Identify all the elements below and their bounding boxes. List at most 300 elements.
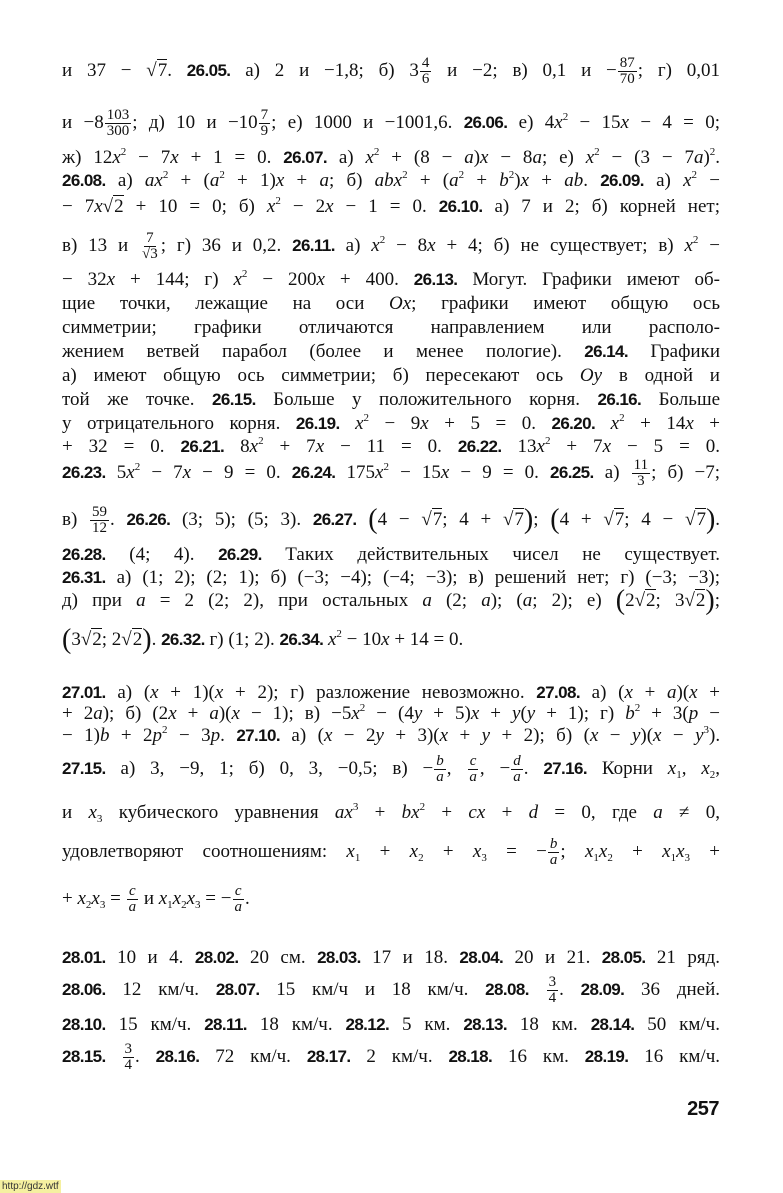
math-variable: x [689, 682, 698, 703]
problem-number: 26.06. [463, 112, 508, 132]
denominator: 4 [124, 1057, 133, 1073]
problem-number: 28.19. [584, 1046, 629, 1066]
math-variable: x [346, 840, 355, 862]
math-variable: a [93, 703, 103, 724]
radical-sign: √ [502, 508, 514, 530]
radical-sign: √ [102, 196, 114, 217]
subscript: 3 [195, 898, 201, 911]
problem-number: 28.05. [601, 948, 646, 967]
square-root [421, 508, 442, 530]
math-variable: ax [144, 170, 163, 191]
numerator: b [436, 753, 444, 769]
text-line: 26.23. $5x^2 - 7x - 9 = 0$. 26.24. $175x^2 - 15x - 9 = 0$. 26.25. а) $\frac{11}{3}$ ; б) −7; [62, 457, 721, 489]
math-variable: x [536, 436, 545, 457]
numerator: 103 [106, 107, 130, 123]
problem-number: 26.26. [126, 509, 171, 529]
problem-number: 26.28. [62, 545, 106, 564]
big-paren: ( [615, 585, 626, 616]
problem-number: 26.31. [62, 568, 106, 587]
fraction [420, 56, 432, 87]
math-variable: a [422, 590, 432, 611]
superscript: 2 [544, 435, 551, 447]
text-line: 28.06. 12 км/ч. 28.07. 15 км/ч и 18 км/ч. 28.08. $\frac{3}{4}$ . 28.09. 36 дней. [62, 974, 721, 1006]
big-paren: ) [705, 585, 715, 616]
radicand: 2 [114, 196, 124, 217]
text-line: у отрицательного корня. 26.19. $x^2 - 9x + 5 = 0$. 26.20. $x^2 + 14x$ + [62, 412, 721, 434]
fraction [547, 975, 559, 1006]
text-line: щие точки, лежащие на оси Ox; графики имеют общую ось [62, 293, 720, 314]
math-variable: ab [564, 170, 584, 191]
subscript: 1 [354, 851, 361, 864]
problem-number: 28.06. [62, 979, 106, 999]
math-variable: y [695, 725, 704, 746]
problem-number: 28.13. [463, 1015, 507, 1034]
subscript: 1 [593, 851, 599, 864]
superscript: 2 [275, 195, 281, 207]
superscript: 2 [120, 146, 127, 158]
radical-sign: √ [685, 508, 696, 530]
math-variable: x [480, 147, 489, 168]
text-line: 27.01. а) (x + 1)(x + 2); г) разложение невозможно. 27.08. а) (x + a)(x + [62, 682, 721, 703]
numerator: b [549, 836, 558, 852]
fraction [127, 884, 139, 915]
text-line: и $x_3$ кубического уравнения $ax^3 + bx^2$ + cx + d = 0, где a ≠ 0, [62, 801, 720, 825]
problem-number: 27.16. [543, 758, 587, 778]
radical-sign: √ [121, 629, 132, 650]
denominator: 6 [421, 71, 430, 87]
text-line: 28.10. 15 км/ч. 28.11. 18 км/ч. 28.12. 5 км. 28.13. 18 км. 28.14. 50 км/ч. [62, 1014, 720, 1035]
problem-number: 27.15. [62, 758, 106, 778]
math-variable: x [170, 147, 179, 168]
math-variable: x [351, 703, 360, 724]
math-variable: b [499, 170, 509, 191]
math-variable: a [319, 170, 329, 191]
subscript: 3 [96, 813, 103, 825]
radicand: 7 [614, 508, 625, 530]
math-variable: x [602, 436, 611, 457]
superscript: 2 [458, 169, 465, 181]
math-variable: a [693, 147, 704, 168]
math-variable: x [653, 725, 662, 746]
math-variable: x [610, 413, 620, 434]
text-line: 28.15. $\frac{3}{4}$ . 28.16. 72 км/ч. 28.17. 2 км/ч. 28.18. 16 км. 28.19. 16 км/ч. [62, 1041, 721, 1073]
text-line: − 7x√2 + 10 = 0; б) $x^2 - 2x - 1 = 0$. 26.10. а) 7 и 2; б) корней нет; [62, 195, 720, 217]
text-line: ж) $12x^2 - 7x + 1 = 0$. 26.07. а) $x^2 + (8 - a)x - 8a$; е) $x^2 - (3 - 7a)^2$. [62, 146, 721, 168]
math-variable: x [158, 887, 168, 909]
problem-number: 28.09. [580, 979, 625, 999]
subscript: 3 [684, 851, 691, 864]
math-variable: abx [374, 170, 403, 191]
denominator: √3 [142, 246, 158, 262]
problem-number: 26.22. [457, 437, 502, 456]
text-line: − 32x + 144; г) $x^2 - 200x + 400$. 26.13. Могут. Графики имеют об- [62, 268, 721, 290]
radical-sign: √ [146, 59, 157, 81]
math-variable: x [150, 682, 159, 703]
problem-number: 28.04. [459, 948, 504, 967]
text-line: 26.08. а) $ax^2 + (a^2 + 1)x + a$; б) $abx^2 + (a^2 + b^2)x$ + ab. 26.09. а) $x^2$ − [62, 169, 720, 191]
text-line: той же точке. 26.15. Больше у положительного корня. 26.16. Больше [62, 389, 721, 410]
problem-number: 27.10. [236, 726, 280, 745]
math-variable: bx [401, 802, 420, 823]
superscript: 2 [402, 169, 408, 181]
math-variable: x [249, 436, 259, 457]
math-variable: y [526, 703, 536, 724]
superscript: 2 [619, 412, 625, 424]
subscript: 2 [85, 898, 92, 911]
problem-number: 26.20. [551, 414, 596, 433]
numerator: c [469, 753, 477, 769]
square-root [603, 508, 624, 530]
text-line: в) $\frac{59}{12}$ . 26.26. (3; 5); (5; 3). 26.27. (4 − √7; 4 + √7); (4 + √7; 4 − √7). [62, 503, 721, 536]
problem-number: 26.27. [312, 509, 357, 529]
numerator: 87 [619, 55, 635, 71]
superscript: 2 [134, 460, 141, 473]
square-root [103, 195, 124, 217]
text-line: жением ветвей парабол (более и менее пологие). 26.14. Графики [62, 341, 720, 362]
superscript: 2 [709, 146, 716, 158]
math-variable: x [683, 170, 692, 191]
fraction [105, 108, 132, 139]
math-variable: x [172, 887, 182, 909]
text-line: и −8 $\frac{103}{300}$ ; д) 10 и −10 $\frac{7}{9}$ ; е) 1000 и −1001,6. 26.06. е) $4x^2 - 15x - 4 = 0$; [62, 107, 720, 139]
superscript: 2 [359, 702, 366, 714]
math-variable: x [470, 703, 480, 724]
math-variable: x [676, 840, 685, 862]
math-variable: a [209, 703, 219, 724]
math-variable: x [375, 461, 384, 483]
numerator: 3 [124, 1041, 133, 1057]
subscript: 2 [418, 851, 424, 864]
math-variable: a [481, 590, 491, 611]
superscript: 2 [508, 169, 515, 181]
superscript: 2 [219, 169, 225, 181]
math-variable: x [472, 840, 482, 862]
problem-number: 27.01. [62, 683, 106, 702]
numerator: 11 [633, 457, 649, 473]
text-line: удовлетворяют соотношениям: $x_1 + x_2 + x_3$ = − $\frac{b}{a}$ ; $x_1x_2 + x_1x_3$ + [62, 836, 721, 868]
problem-number: 26.32. [161, 630, 205, 649]
math-variable: a [522, 590, 533, 611]
problem-number: 26.05. [186, 60, 231, 80]
problem-number: 26.23. [62, 462, 106, 482]
math-variable: cx [468, 802, 486, 823]
math-variable: x [585, 147, 595, 168]
big-paren: ) [523, 503, 534, 535]
math-variable: x [126, 461, 135, 483]
radicand: 7 [157, 59, 168, 81]
square-root [121, 628, 142, 650]
denominator: a [436, 769, 444, 785]
fraction [632, 458, 650, 489]
math-variable: x [381, 629, 390, 650]
math-variable: a [653, 802, 663, 823]
math-variable: x [315, 436, 325, 457]
numerator: c [234, 883, 242, 899]
math-variable: x [316, 269, 325, 290]
math-variable: a [532, 147, 542, 168]
fraction [123, 1042, 135, 1073]
math-variable: x [365, 147, 374, 168]
problem-number: 26.21. [180, 437, 225, 456]
math-variable: a [449, 170, 459, 191]
problem-number: 26.07. [283, 148, 327, 167]
math-variable: p [688, 703, 699, 724]
math-variable: x [94, 196, 103, 217]
text-line: симметрии; графики отличаются направлением или располо- [62, 317, 720, 338]
math-variable: x [440, 461, 450, 483]
square-root [503, 508, 524, 530]
fraction [259, 108, 271, 139]
superscript: 2 [562, 110, 569, 123]
denominator: a [469, 769, 477, 785]
math-variable: x [182, 461, 192, 483]
square-root [146, 59, 167, 81]
superscript: 2 [419, 801, 426, 813]
superscript: 2 [373, 146, 380, 158]
problem-number: 26.10. [438, 197, 483, 216]
math-variable: b [625, 703, 635, 724]
subscript: 1 [670, 851, 677, 864]
math-variable: x [420, 413, 429, 434]
denominator: 4 [548, 990, 557, 1006]
radicand: 2 [132, 629, 143, 650]
superscript: 2 [594, 146, 600, 158]
radicand: 7 [514, 508, 524, 530]
problem-number: 26.25. [550, 462, 594, 482]
problem-number: 28.11. [204, 1015, 247, 1034]
math-variable: x [701, 757, 710, 779]
problem-number: 28.10. [62, 1015, 106, 1034]
numerator: 59 [92, 504, 108, 520]
problem-number: 26.29. [218, 545, 262, 564]
superscript: 2 [336, 628, 342, 640]
math-variable: x [624, 682, 633, 703]
fraction [232, 884, 244, 915]
math-variable: x [327, 629, 337, 650]
numerator: c [128, 883, 136, 899]
big-paren: ) [705, 503, 716, 535]
math-variable: x [685, 413, 694, 434]
denominator: 12 [92, 520, 108, 536]
subscript: 1 [676, 768, 682, 781]
problem-number: 28.15. [62, 1046, 106, 1066]
denominator: 9 [260, 123, 269, 139]
math-variable: p [210, 725, 221, 746]
text-line: а) имеют общую ось симметрии; б) пересекают ось Oy в одной и [62, 365, 720, 386]
radical-sign: √ [684, 590, 695, 611]
math-variable: b [99, 725, 110, 746]
problem-number: 28.03. [317, 948, 361, 967]
math-variable: x [554, 111, 563, 133]
superscript: 2 [634, 702, 641, 714]
math-variable: x [371, 234, 380, 256]
fraction [548, 837, 560, 868]
problem-number: 28.01. [62, 948, 106, 967]
text-line: + 32 = 0. 26.21. $8x^2 + 7x - 11 = 0$. 26.22. $13x^2 + 7x - 5 = 0$. [62, 435, 720, 457]
fraction [140, 231, 160, 262]
text-line: и 37 − √7. 26.05. а) 2 и −1,8; б) 3 $\frac{4}{6}$ и −2; в) 0,1 и − $\frac{87}{70}$ ; г) 0,01 [62, 55, 721, 87]
problem-number: 26.13. [413, 270, 458, 289]
math-variable: x [77, 887, 86, 909]
math-variable: x [409, 840, 419, 862]
superscript: 2 [383, 460, 389, 473]
denominator: a [513, 769, 521, 785]
math-variable: y [512, 703, 521, 724]
text-line: − $1)b + 2p^2 - 3p$. 27.10. а) (x − 2y + 3)(x + y + 2); б) $(x - y)(x - y^3)$. [62, 724, 721, 746]
math-variable: a [667, 682, 677, 703]
text-line: 26.28. (4; 4). 26.29. Таких действительных чисел не существует. [62, 544, 720, 565]
math-variable: x [325, 196, 334, 217]
math-variable: x [589, 725, 599, 746]
math-variable: x [266, 196, 276, 217]
subscript: 2 [181, 898, 187, 911]
radical-sign: √ [80, 629, 92, 650]
math-variable: x [186, 887, 196, 909]
math-variable: x [275, 170, 285, 191]
math-variable: y [481, 725, 491, 746]
problem-number: 26.24. [291, 462, 336, 482]
text-line: в) 13 и $\frac{7}{√3}$ ; г) 36 и 0,2. 26.11. а) $x^2 - 8x + 4$; б) не существует; в) $x^2$ − [62, 230, 720, 262]
watermark-link[interactable]: http://gdz.wtf [2, 1181, 59, 1192]
square-root [81, 628, 102, 650]
radicand: 2 [92, 629, 102, 650]
superscript: 2 [692, 233, 699, 246]
math-variable: x [112, 147, 121, 168]
subscript: 2 [709, 768, 716, 781]
problem-number: 28.08. [485, 979, 529, 999]
denominator: a [234, 899, 242, 915]
numerator: 3 [548, 974, 557, 990]
math-variable: x [662, 840, 671, 862]
math-variable: a [464, 147, 474, 168]
superscript: 3 [703, 724, 709, 736]
big-paren: ( [62, 624, 72, 655]
text-line: (3√2; 2√2). 26.32. г) (1; 2). 26.34. $x^2 - 10x + 14 = 0$. [62, 624, 464, 655]
numerator: d [513, 753, 521, 769]
problem-number: 26.34. [279, 630, 324, 649]
page-number: 257 [687, 1098, 719, 1120]
superscript: 2 [691, 169, 698, 181]
problem-number: 28.16. [155, 1046, 200, 1066]
problem-number: 26.14. [584, 342, 628, 361]
problem-number: 28.12. [345, 1015, 390, 1034]
big-paren: ( [550, 503, 560, 535]
text-line: + 2a); б) (2x + a)(x − 1); $в) -5x^2 - (4y + 5)x + y(y + 1)$; г) $b^2 + 3(p$ − [62, 702, 720, 724]
fraction [511, 754, 523, 785]
big-paren: ( [368, 503, 378, 535]
math-variable: x [323, 725, 333, 746]
fraction [618, 56, 637, 87]
square-root [684, 589, 705, 611]
big-paren: ) [142, 624, 152, 655]
square-root [635, 589, 656, 611]
superscript: 2 [258, 435, 264, 447]
math-variable: Oy [579, 365, 603, 386]
text-line: 28.01. 10 и 4. 28.02. 20 см. 28.03. 17 и 18. 28.04. 20 и 21. 28.05. 21 ряд. [62, 947, 720, 968]
superscript: 2 [162, 724, 168, 736]
fraction [467, 754, 479, 785]
subscript: 1 [167, 898, 173, 911]
math-variable: x [233, 269, 242, 290]
text-line: д) при a = 2 (2; 2), при остальных a (2; a); (a; 2); е) (2√2; 3√2); [62, 585, 720, 616]
superscript: 3 [352, 801, 359, 813]
numerator: 4 [421, 55, 430, 71]
math-variable: Ox [389, 293, 412, 314]
text-line: + $x_2x_3$ = $\frac{c}{a}$ и $x_1x_2x_3$ = − $\frac{c}{a}$ . [62, 883, 250, 915]
math-variable: y [413, 703, 423, 724]
math-variable: x [439, 725, 449, 746]
radicand: 7 [696, 508, 706, 530]
problem-number: 26.15. [212, 390, 256, 409]
problem-number: 26.08. [62, 171, 106, 190]
denominator: a [549, 852, 558, 868]
problem-number: 28.14. [590, 1015, 635, 1034]
radicand: 2 [695, 590, 706, 611]
math-variable: a [209, 170, 220, 191]
radical-sign: √ [421, 508, 432, 530]
denominator: a [128, 899, 137, 915]
radicand: 7 [432, 508, 443, 530]
problem-number: 27.08. [536, 683, 580, 702]
superscript: 2 [363, 412, 370, 424]
problem-number: 28.18. [448, 1046, 493, 1066]
math-variable: x [520, 170, 530, 191]
problem-number: 28.17. [306, 1046, 351, 1066]
radical-sign: √ [603, 508, 614, 530]
denominator: 3 [637, 473, 645, 489]
denominator: 70 [619, 71, 635, 87]
superscript: 2 [241, 268, 248, 280]
math-variable: x [584, 840, 594, 862]
math-variable: x [91, 887, 100, 909]
text-line: 26.31. а) (1; 2); (2; 1); б) (−3; −4); (−4; −3); в) решений нет; г) (−3; −3); [62, 567, 720, 588]
problem-number: 26.19. [295, 414, 340, 433]
math-variable: x [231, 703, 240, 724]
numerator: 7 [260, 107, 269, 123]
math-variable: p [152, 725, 163, 746]
superscript: 2 [162, 169, 169, 181]
math-variable: x [106, 269, 116, 290]
math-variable: ax [334, 802, 353, 823]
math-variable: x [427, 234, 436, 256]
subscript: 2 [607, 851, 613, 864]
math-variable: x [168, 703, 177, 724]
radical-sign: √ [634, 590, 646, 611]
math-variable: x [667, 757, 677, 779]
problem-number: 28.02. [194, 948, 239, 967]
math-variable: x [684, 234, 693, 256]
math-variable: x [620, 111, 629, 133]
denominator: 300 [106, 123, 130, 139]
square-root [685, 508, 706, 530]
problem-number: 26.16. [597, 390, 642, 409]
math-variable: d [528, 802, 539, 823]
math-variable: a [136, 590, 146, 611]
radicand: 2 [646, 590, 656, 611]
problem-number: 28.07. [215, 979, 260, 999]
fraction [434, 754, 446, 785]
math-variable: y [375, 725, 384, 746]
text-line: 27.15. а) 3, −9, 1; б) 0, 3, −0,5; в) − $\frac{b}{a}$ , $\frac{c}{a}$ , − $\frac{d}{a}$ . 27.16. Корни $x_1$, $x_2$, [62, 753, 720, 785]
math-variable: x [598, 840, 608, 862]
subscript: 3 [99, 898, 106, 911]
fraction [90, 505, 109, 536]
problem-number: 26.09. [600, 171, 644, 190]
math-variable: x [355, 413, 364, 434]
math-variable: y [631, 725, 641, 746]
math-variable: x [214, 682, 224, 703]
superscript: 2 [379, 233, 386, 246]
